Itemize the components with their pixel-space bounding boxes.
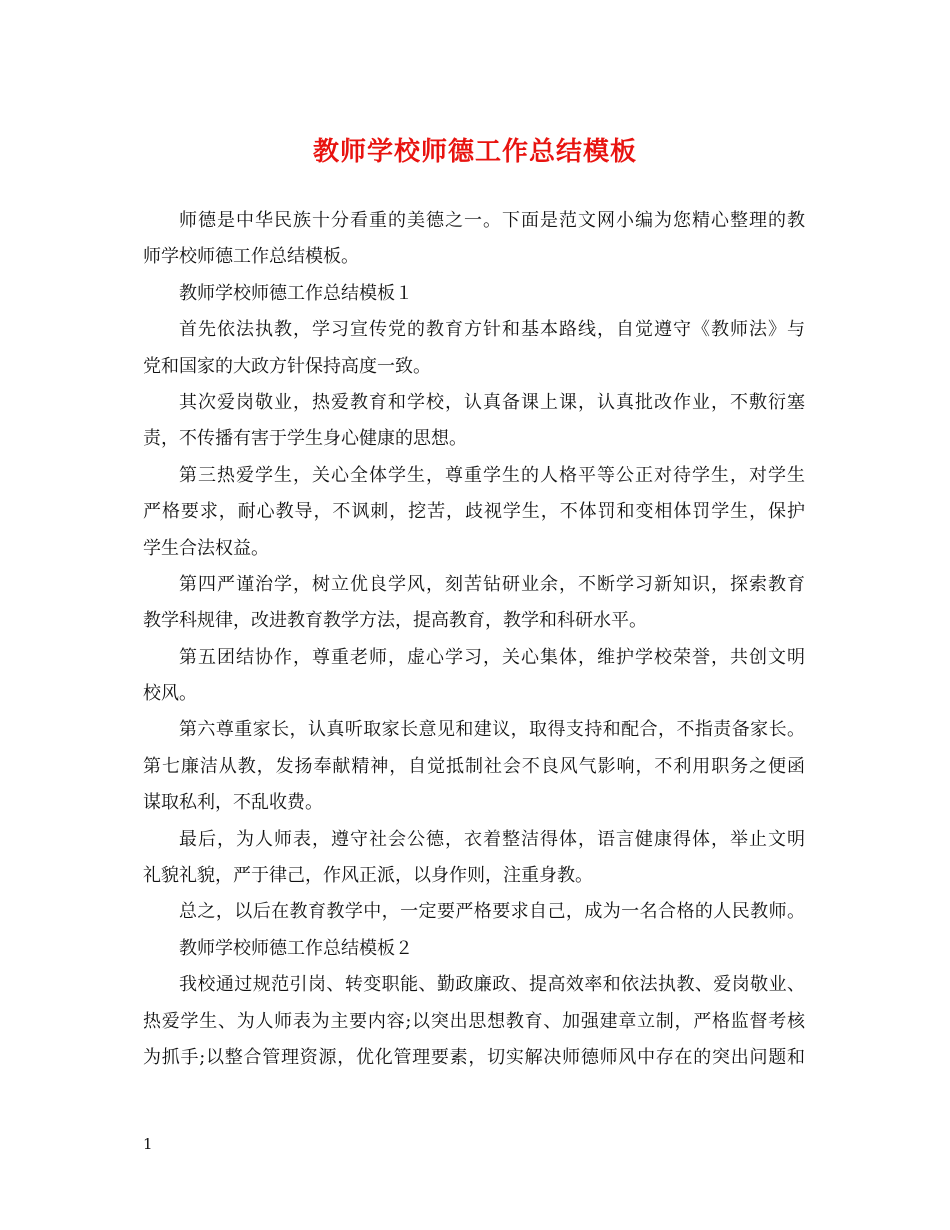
text-line: 我校通过规范引岗、转变职能、勤政廉政、提高效率和依法执教、爱岗敬业、 xyxy=(179,974,805,996)
text-line: 首先依法执教，学习宣传党的教育方针和基本路线，自觉遵守《教师法》与 xyxy=(179,319,805,341)
text-line: 礼貌礼貌，严于律己，作风正派，以身作则，注重身教。 xyxy=(143,865,593,887)
text-line: 最后，为人师表，遵守社会公德，衣着整洁得体，语言健康得体，举止文明 xyxy=(179,828,805,850)
text-line: 教师学校师德工作总结模板２ xyxy=(179,937,413,959)
text-line: 为抓手;以整合管理资源，优化管理要素，切实解决师德师风中存在的突出问题和 xyxy=(143,1046,805,1068)
text-line: 学生合法权益。 xyxy=(143,537,269,559)
page-number: 1 xyxy=(143,1135,153,1153)
text-line: 热爱学生、为人师表为主要内容;以突出思想教育、加强建章立制，严格监督考核 xyxy=(143,1010,805,1032)
text-line: 其次爱岗敬业，热爱教育和学校，认真备课上课，认真批改作业，不敷衍塞 xyxy=(179,391,805,413)
text-line: 师德是中华民族十分看重的美德之一。下面是范文网小编为您精心整理的教 xyxy=(179,210,805,231)
text-line: 严格要求，耐心教导，不讽刺，挖苦，歧视学生，不体罚和变相体罚学生，保护 xyxy=(143,501,805,523)
text-line: 第四严谨治学，树立优良学风，刻苦钻研业余，不断学习新知识，探索教育 xyxy=(179,573,805,595)
text-line: 第五团结协作，尊重老师，虚心学习，关心集体，维护学校荣誉，共创文明 xyxy=(179,646,805,668)
text-line: 第七廉洁从教，发扬奉献精神，自觉抵制社会不良风气影响，不利用职务之便函 xyxy=(143,755,805,777)
text-line: 第三热爱学生，关心全体学生，尊重学生的人格平等公正对待学生，对学生 xyxy=(179,464,805,486)
text-line: 教学科规律，改进教育教学方法，提高教育，教学和科研水平。 xyxy=(143,610,647,632)
text-line: 总之，以后在教育教学中，一定要严格要求自己，成为一名合格的人民教师。 xyxy=(179,901,805,923)
text-line: 党和国家的大政方针保持高度一致。 xyxy=(143,355,431,377)
text-line: 谋取私利，不乱收费。 xyxy=(143,792,323,814)
text-line: 师学校师德工作总结模板。 xyxy=(143,246,359,268)
document-body xyxy=(143,203,805,1076)
document-title: 教师学校师德工作总结模板 xyxy=(312,137,637,167)
text-line: 第六尊重家长，认真听取家长意见和建议，取得支持和配合，不指责备家长。 xyxy=(179,719,805,741)
text-line: 教师学校师德工作总结模板１ xyxy=(179,282,413,304)
text-line: 校风。 xyxy=(143,683,197,705)
text-line: 责，不传播有害于学生身心健康的思想。 xyxy=(143,428,467,450)
